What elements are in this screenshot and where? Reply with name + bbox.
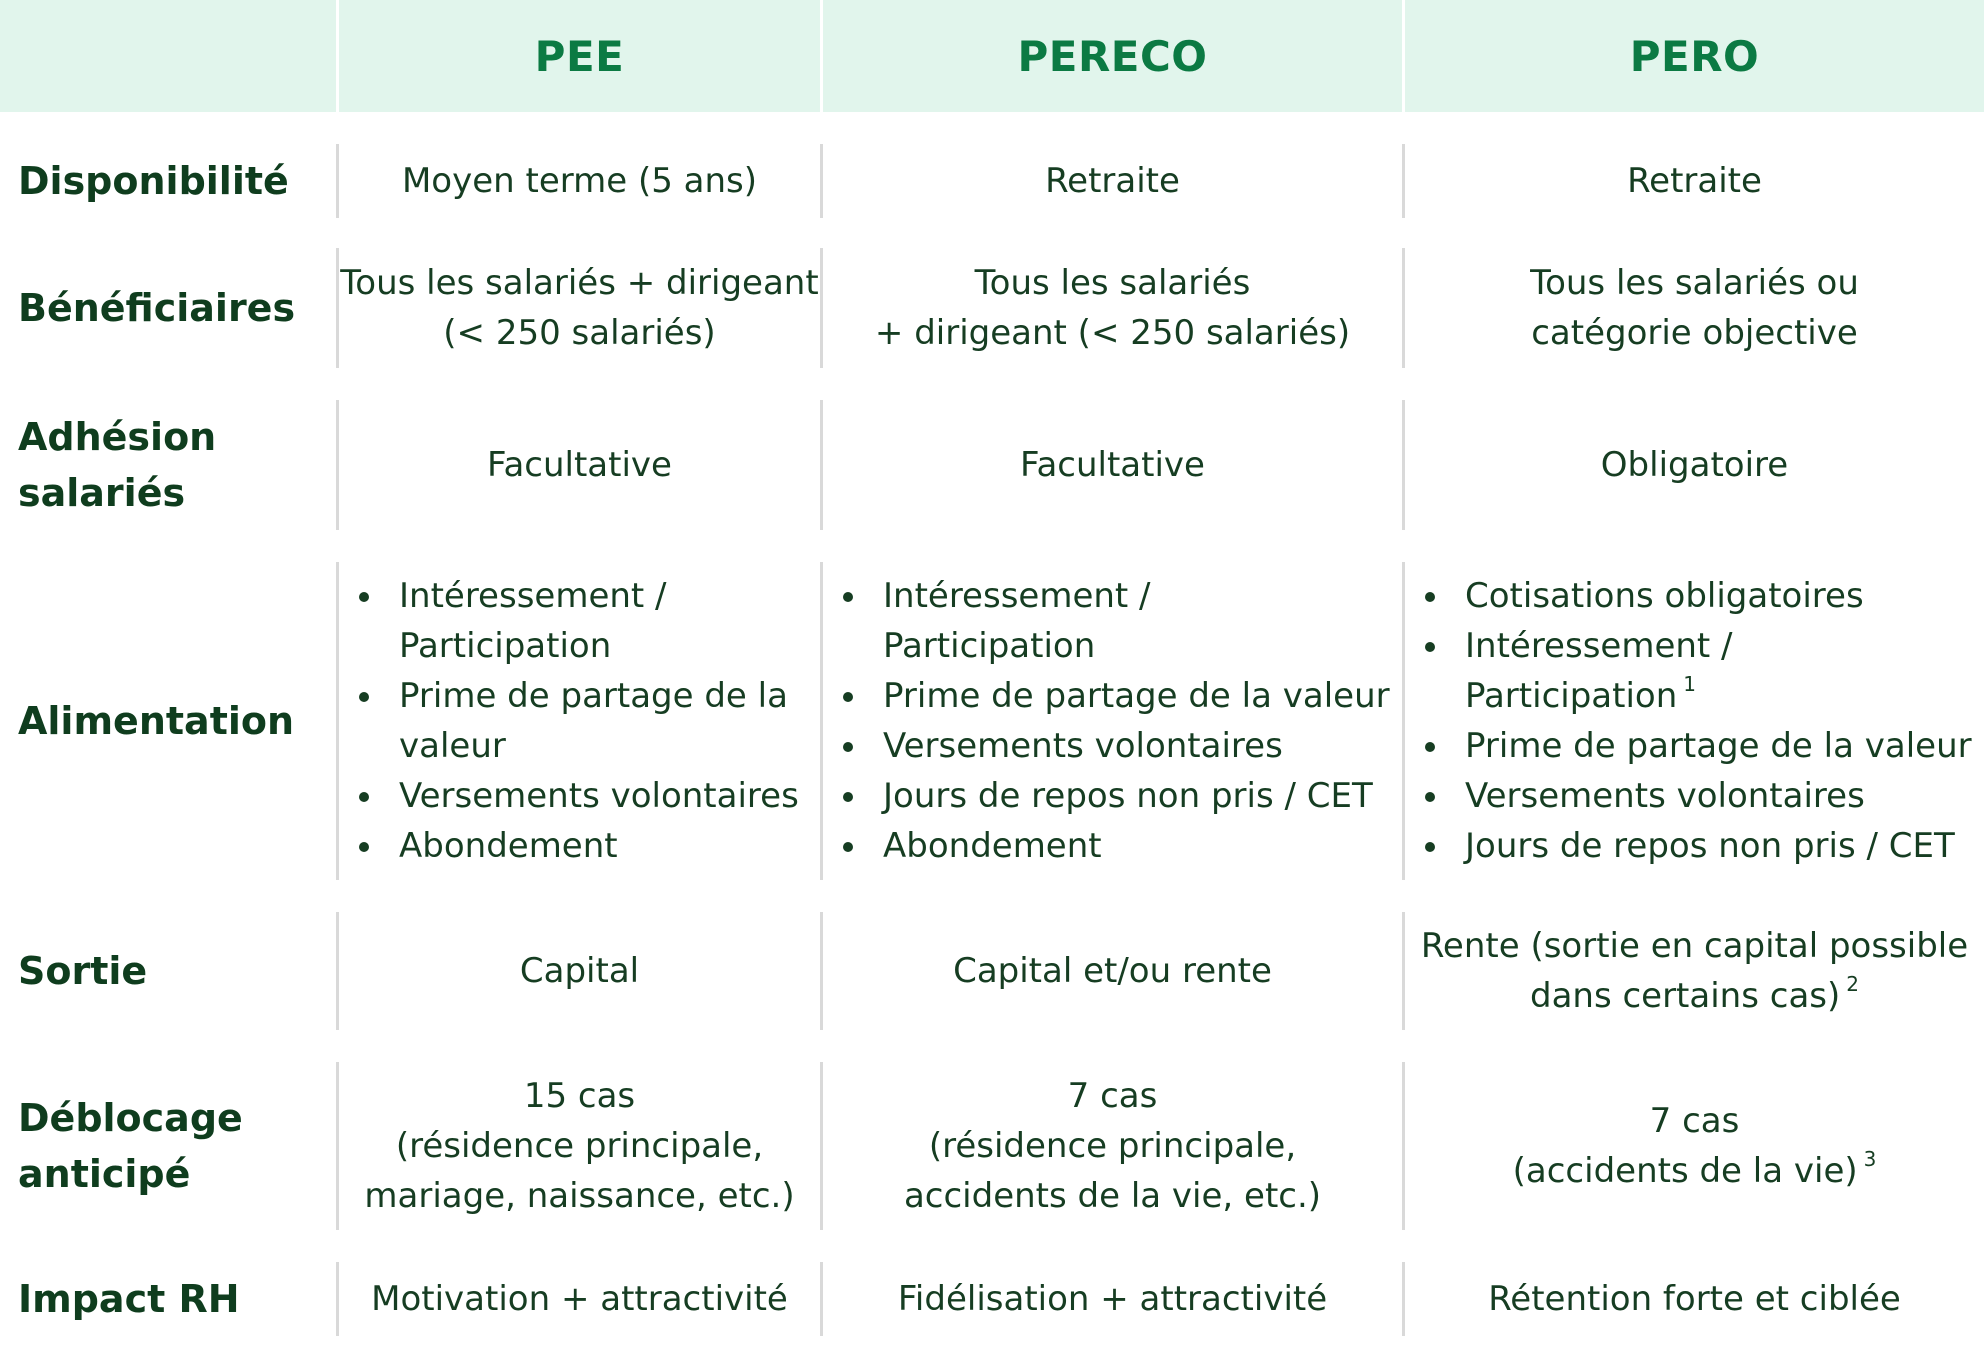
cell-text-line: Déblocage bbox=[18, 1096, 243, 1140]
cell-text-line: Cotisations obligatoires bbox=[1465, 576, 1864, 616]
table-cell bbox=[339, 248, 820, 368]
cell-text-line: accidents de la vie, etc.) bbox=[903, 1176, 1322, 1216]
cell-text-line: salariés bbox=[18, 471, 186, 515]
list-item bbox=[1419, 771, 1972, 821]
cell-text-line: Intéressement / bbox=[1465, 626, 1733, 666]
cell-text-line: (résidence principale, bbox=[928, 1126, 1297, 1166]
cell-text-line: Disponibilité bbox=[18, 159, 289, 203]
list-item bbox=[353, 671, 799, 771]
cell-text-line: Participation $^1$ bbox=[1465, 672, 1696, 716]
cell-text-line: Abondement bbox=[883, 826, 1102, 866]
cell-text-line: Intéressement / bbox=[399, 576, 667, 616]
cell-text-line: Tous les salariés ou bbox=[1530, 263, 1859, 303]
cell-text-line: Versements volontaires bbox=[883, 726, 1283, 766]
list-item bbox=[837, 821, 1390, 871]
list-item bbox=[353, 571, 799, 671]
cell-text-line: Jours de repos non pris / CET bbox=[883, 776, 1373, 816]
cell-text-line: Intéressement / bbox=[883, 576, 1151, 616]
cell-text-line: Participation bbox=[883, 626, 1096, 666]
footnote-marker: 3 bbox=[1863, 1147, 1877, 1171]
cell-text-line: 15 cas bbox=[523, 1076, 636, 1116]
bullet-list bbox=[1419, 571, 1972, 871]
table-cell bbox=[1405, 912, 1984, 1030]
row-label bbox=[18, 912, 318, 1030]
cell-text-line: 7 cas bbox=[1067, 1076, 1158, 1116]
cell-text-line: dans certains cas) $^2$ bbox=[1529, 972, 1859, 1016]
cell-text-line: Bénéficiaires bbox=[18, 286, 296, 330]
cell-text-line: Moyen terme (5 ans) bbox=[401, 161, 758, 201]
footnote-marker: 1 bbox=[1683, 672, 1696, 696]
table-cell bbox=[1405, 248, 1984, 368]
cell-text-line: Adhésion bbox=[18, 415, 217, 459]
cell-text-line: + dirigeant (< 250 salariés) bbox=[874, 313, 1351, 353]
cell-text-line: Capital et/ou rente bbox=[953, 951, 1272, 991]
row-label bbox=[18, 400, 318, 530]
cell-text-line: (résidence principale, bbox=[395, 1126, 764, 1166]
bullet-list bbox=[837, 571, 1390, 871]
cell-text-line: Retraite bbox=[1627, 161, 1762, 201]
column-header-pero: PERO bbox=[1629, 31, 1760, 81]
cell-text-line: Capital bbox=[519, 951, 640, 991]
cell-text-line: Tous les salariés + dirigeant bbox=[340, 263, 819, 303]
cell-text-line: Sortie bbox=[18, 949, 148, 993]
table-cell bbox=[1405, 1062, 1984, 1230]
cell-text-line: valeur bbox=[399, 726, 506, 766]
table-cell bbox=[823, 144, 1402, 218]
cell-text-line: (< 250 salariés) bbox=[443, 313, 716, 353]
cell-text-line: Tous les salariés bbox=[974, 263, 1251, 303]
table-cell bbox=[823, 248, 1402, 368]
table-cell bbox=[823, 562, 1402, 880]
cell-text-line: Impact RH bbox=[18, 1277, 240, 1321]
table-header bbox=[0, 0, 1984, 112]
table-cell bbox=[339, 400, 820, 530]
table-cell bbox=[339, 912, 820, 1030]
table-cell bbox=[1405, 400, 1984, 530]
table-cell bbox=[339, 562, 820, 880]
table-cell bbox=[339, 1062, 820, 1230]
list-item bbox=[1419, 721, 1972, 771]
list-item bbox=[837, 671, 1390, 721]
cell-text-line: Alimentation bbox=[18, 699, 295, 743]
cell-text-line: Motivation + attractivité bbox=[371, 1279, 788, 1319]
cell-text-line: Facultative bbox=[487, 445, 672, 485]
cell-text-line: Jours de repos non pris / CET bbox=[1465, 826, 1955, 866]
table-cell bbox=[823, 400, 1402, 530]
table-cell bbox=[823, 1262, 1402, 1336]
cell-text-line: Retraite bbox=[1045, 161, 1180, 201]
cell-text-line: Obligatoire bbox=[1600, 445, 1789, 485]
cell-text-line: 7 cas bbox=[1649, 1101, 1740, 1141]
cell-text-line: Versements volontaires bbox=[1465, 776, 1865, 816]
list-item bbox=[837, 771, 1390, 821]
column-header-pereco: PERECO bbox=[1017, 31, 1208, 81]
cell-text-line: Facultative bbox=[1020, 445, 1205, 485]
list-item bbox=[837, 571, 1390, 671]
cell-text-line: Rétention forte et ciblée bbox=[1488, 1279, 1901, 1319]
table-cell bbox=[1405, 1262, 1984, 1336]
list-item bbox=[1419, 821, 1972, 871]
row-label bbox=[18, 1062, 318, 1230]
cell-text-line: catégorie objective bbox=[1531, 313, 1858, 353]
row-label bbox=[18, 248, 318, 368]
column-header-pee: PEE bbox=[534, 31, 625, 81]
cell-text-line: Fidélisation + attractivité bbox=[897, 1279, 1328, 1319]
list-item bbox=[353, 771, 799, 821]
row-label bbox=[18, 562, 318, 880]
footnote-marker: 2 bbox=[1846, 972, 1859, 996]
cell-text-line: Rente (sortie en capital possible bbox=[1420, 926, 1969, 966]
table-cell bbox=[339, 144, 820, 218]
list-item bbox=[837, 721, 1390, 771]
cell-text-line: anticipé bbox=[18, 1152, 191, 1196]
cell-text-line: Participation bbox=[399, 626, 612, 666]
cell-text-line: Prime de partage de la bbox=[399, 676, 788, 716]
cell-text-line: Prime de partage de la valeur bbox=[883, 676, 1390, 716]
cell-text-line: (accidents de la vie) $^3$ bbox=[1512, 1147, 1877, 1191]
table-cell bbox=[1405, 144, 1984, 218]
table-cell bbox=[339, 1262, 820, 1336]
list-item bbox=[1419, 571, 1972, 621]
cell-text-line: Abondement bbox=[399, 826, 618, 866]
bullet-list bbox=[353, 571, 799, 871]
list-item bbox=[353, 821, 799, 871]
table-cell bbox=[823, 912, 1402, 1030]
cell-text-line: mariage, naissance, etc.) bbox=[364, 1176, 795, 1216]
row-label bbox=[18, 1262, 318, 1336]
cell-text-line: Versements volontaires bbox=[399, 776, 799, 816]
list-item bbox=[1419, 621, 1972, 721]
table-cell bbox=[823, 1062, 1402, 1230]
row-label bbox=[18, 144, 318, 218]
cell-text-line: Prime de partage de la valeur bbox=[1465, 726, 1972, 766]
table-cell bbox=[1405, 562, 1984, 880]
